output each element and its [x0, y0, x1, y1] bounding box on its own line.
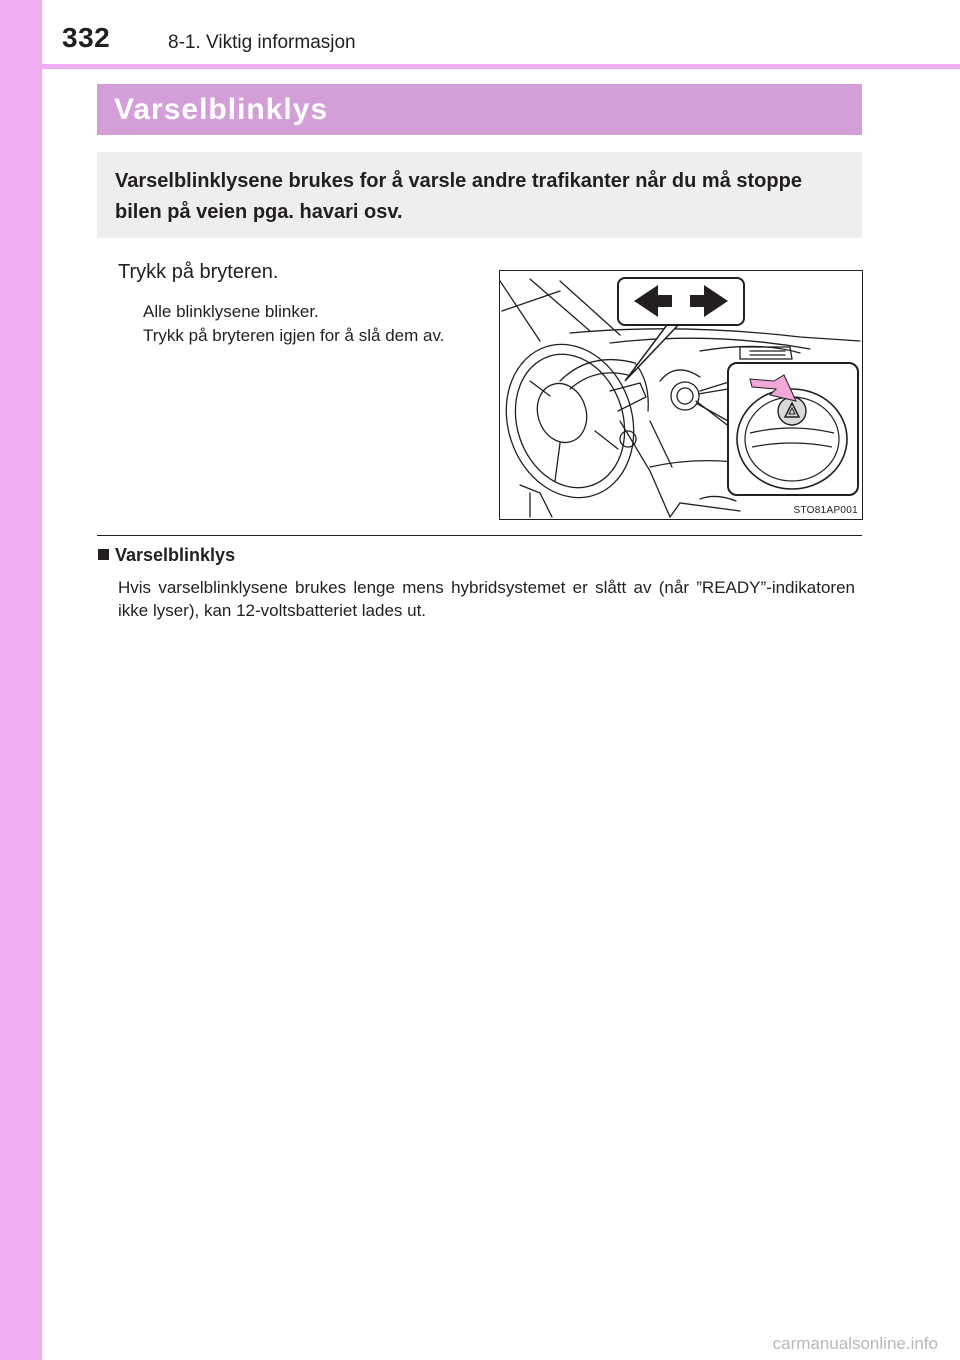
left-color-strip: [0, 0, 42, 1360]
running-header: 8-1. Viktig informasjon: [168, 32, 356, 53]
header-rule: [42, 64, 960, 69]
square-bullet-icon: [98, 549, 109, 560]
section-divider: [97, 535, 862, 536]
step-detail-line: Alle blinklysene blinker.: [143, 302, 319, 321]
switch-zoom-callout: [728, 363, 858, 495]
step-details: [143, 300, 477, 348]
hazard-switch-illustration: [499, 270, 863, 520]
section-title-bar: [97, 84, 862, 135]
intro-text: Varselblinklysene brukes for å varsle andre trafikanter når du må stoppe bilen på veien pga. havari osv.: [115, 170, 802, 223]
figure-code: STO81AP001: [793, 505, 858, 516]
intro-box: [97, 152, 862, 238]
note-text: Hvis varselblinklysene brukes lenge mens hybridsystemet er slått av (når ”READY”-indikatoren ikke lyser), kan 12-voltsbatteriet lades ut.: [118, 578, 855, 620]
page-number: 332: [62, 22, 111, 53]
watermark: carmanualsonline.info: [772, 1334, 938, 1353]
note-heading-text: Varselblinklys: [115, 545, 236, 565]
note-heading: [98, 545, 235, 566]
dashboard-drawing: [500, 271, 862, 519]
step-detail-line: Trykk på bryteren igjen for å slå dem av.: [143, 326, 445, 345]
section-title: Varselblinklys: [114, 93, 329, 126]
step-instruction: Trykk på bryteren.: [118, 261, 279, 283]
